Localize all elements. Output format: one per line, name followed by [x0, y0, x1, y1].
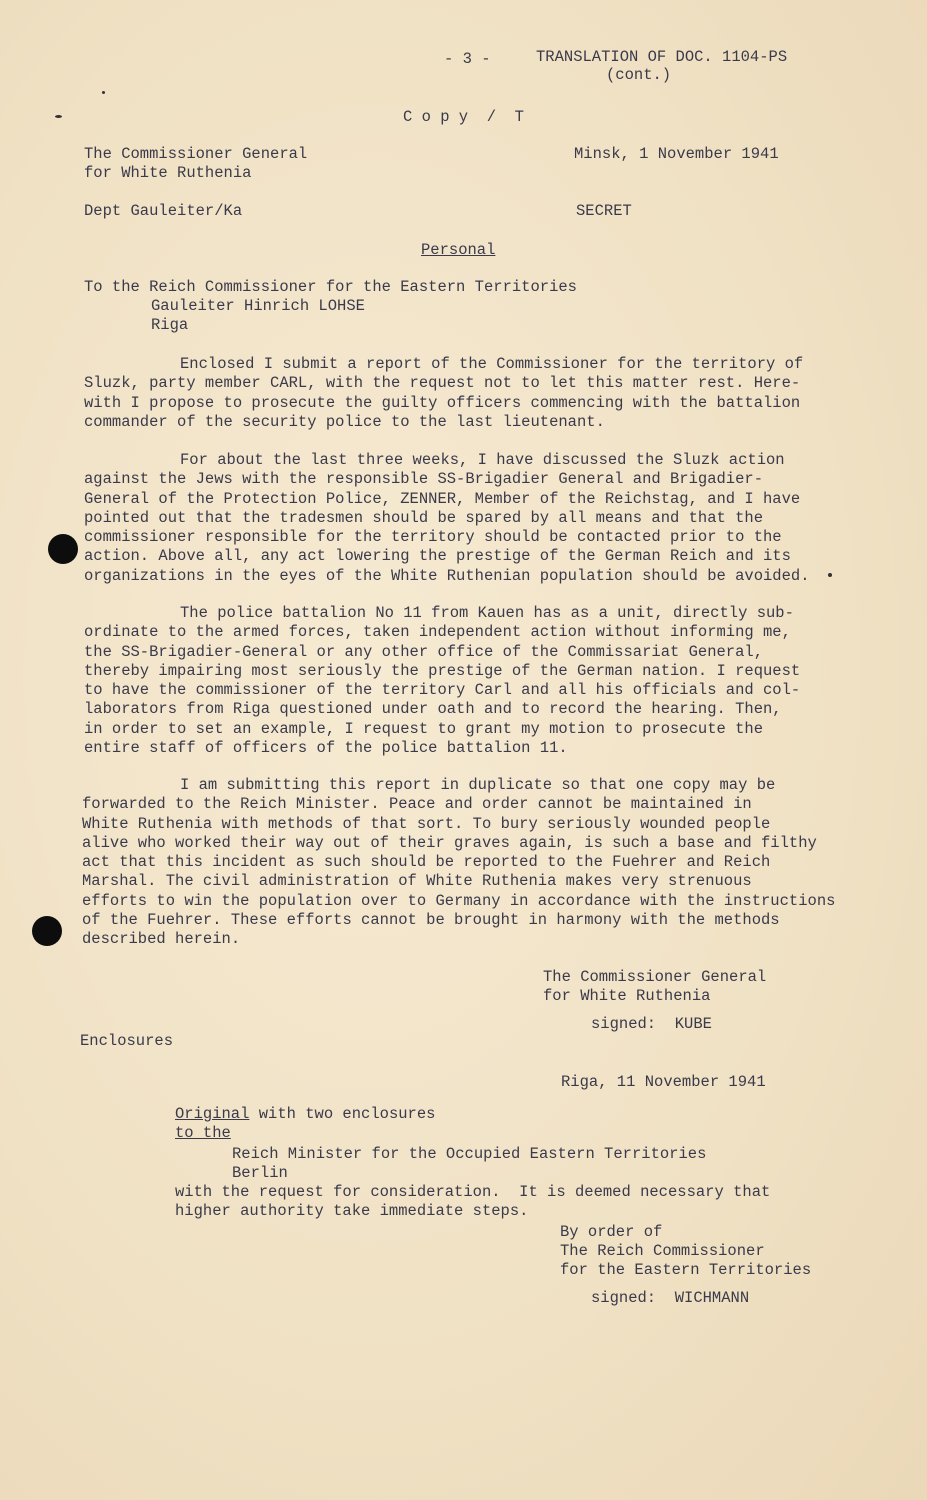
sender-line-1: The Commissioner General: [84, 145, 308, 163]
paragraph-line: The police battalion No 11 from Kauen has as a unit, directly sub-: [180, 604, 794, 622]
signature-1-line-2: for White Ruthenia: [543, 987, 711, 1005]
sender-line-2: for White Ruthenia: [84, 164, 252, 182]
paragraph-line: efforts to win the population over to Germany in accordance with the instructions: [82, 891, 836, 910]
ink-speck: [102, 91, 105, 94]
riga-date: Riga, 11 November 1941: [561, 1073, 766, 1091]
recipient-line-1: To the Reich Commissioner for the Eastern Territories: [84, 278, 577, 296]
signed-kube: signed: KUBE: [591, 1015, 712, 1033]
paragraph-line: Enclosed I submit a report of the Commissioner for the territory of: [180, 355, 804, 373]
paragraph-3: [84, 604, 800, 758]
paragraph-1: [84, 355, 803, 432]
punch-hole: [32, 916, 62, 946]
forwarding-request-2: higher authority take immediate steps.: [175, 1202, 529, 1220]
paragraph-line: entire staff of officers of the police battalion 11.: [84, 739, 568, 758]
classification: SECRET: [576, 202, 632, 220]
copy-mark: C o p y / T: [403, 108, 524, 126]
forwarding-minister: Reich Minister for the Occupied Eastern Territories: [232, 1145, 707, 1163]
paragraph-line: For about the last three weeks, I have discussed the Sluzk action: [180, 451, 785, 469]
paragraph-line: Marshal. The civil administration of White Ruthenia makes very strenuous: [82, 872, 752, 891]
paragraph-2: [84, 451, 810, 586]
continuation-label: (cont.): [606, 66, 672, 84]
paragraph-line: White Ruthenia with methods of that sort. To bury seriously wounded people: [82, 814, 771, 833]
enclosures-label: Enclosures: [80, 1032, 174, 1050]
signature-1-line-1: The Commissioner General: [543, 968, 767, 986]
punch-hole: [48, 534, 78, 564]
ink-speck: [55, 115, 62, 118]
paragraph-line: thereby impairing most seriously the prestige of the German nation. I request: [84, 661, 801, 680]
department-reference: Dept Gauleiter/Ka: [84, 202, 243, 220]
paragraph-line: commander of the security police to the last lieutenant.: [84, 412, 605, 431]
paragraph-line: organizations in the eyes of the White Ruthenian population should be avoided.: [84, 566, 810, 585]
enclosures-phrase: with two enclosures: [249, 1105, 436, 1123]
paragraph-line: to have the commissioner of the territory Carl and all his officials and col-: [84, 681, 801, 700]
personal-heading: Personal: [421, 241, 496, 259]
paragraph-line: forwarded to the Reich Minister. Peace and order cannot be maintained in: [82, 795, 752, 814]
paragraph-line: in order to set an example, I request to grant my motion to prosecute the: [84, 719, 764, 738]
forwarding-berlin: Berlin: [232, 1164, 288, 1182]
recipient-line-2: Gauleiter Hinrich LOHSE: [151, 297, 365, 315]
paragraph-4: [82, 776, 835, 950]
paragraph-line: the SS-Brigadier-General or any other office of the Commissariat General,: [84, 642, 764, 661]
signed-wichmann: signed: WICHMANN: [591, 1289, 750, 1307]
forwarding-original-line: [175, 1105, 435, 1124]
translation-label: TRANSLATION OF DOC. 1104-PS: [536, 48, 788, 66]
page-number: - 3 -: [444, 50, 491, 68]
signature-2-line-2: The Reich Commissioner: [560, 1242, 765, 1260]
paragraph-line: ordinate to the armed forces, taken independent action without informing me,: [84, 623, 791, 642]
paragraph-line: action. Above all, any act lowering the prestige of the German Reich and its: [84, 547, 791, 566]
paragraph-line: commissioner responsible for the territory should be contacted prior to the: [84, 528, 782, 547]
place-date: Minsk, 1 November 1941: [574, 145, 779, 163]
signature-2-line-1: By order of: [560, 1223, 663, 1241]
paragraph-line: act that this incident as such should be reported to the Fuehrer and Reich: [82, 853, 771, 872]
forwarding-request-1: with the request for consideration. It is deemed necessary that: [175, 1183, 771, 1201]
signature-2-line-3: for the Eastern Territories: [560, 1261, 812, 1279]
paragraph-line: described herein.: [82, 930, 241, 949]
paragraph-line: against the Jews with the responsible SS-Brigadier General and Brigadier-: [84, 470, 764, 489]
forwarding-to-the: to the: [175, 1124, 231, 1142]
original-word: Original: [175, 1105, 250, 1123]
paragraph-line: with I propose to prosecute the guilty officers commencing with the battalion: [84, 393, 801, 412]
paragraph-line: Sluzk, party member CARL, with the request not to let this matter rest. Here-: [84, 374, 801, 393]
paragraph-line: alive who worked their way out of their graves again, is such a base and filthy: [82, 833, 817, 852]
paragraph-line: pointed out that the tradesmen should be spared by all means and that the: [84, 508, 764, 527]
paragraph-line: General of the Protection Police, ZENNER, Member of the Reichstag, and I have: [84, 489, 801, 508]
paragraph-line: laborators from Riga questioned under oath and to record the hearing. Then,: [84, 700, 782, 719]
paragraph-line: I am submitting this report in duplicate so that one copy may be: [180, 776, 776, 794]
recipient-line-3: Riga: [151, 316, 189, 334]
paragraph-line: of the Fuehrer. These efforts cannot be brought in harmony with the methods: [82, 911, 780, 930]
ink-speck: [828, 573, 832, 577]
